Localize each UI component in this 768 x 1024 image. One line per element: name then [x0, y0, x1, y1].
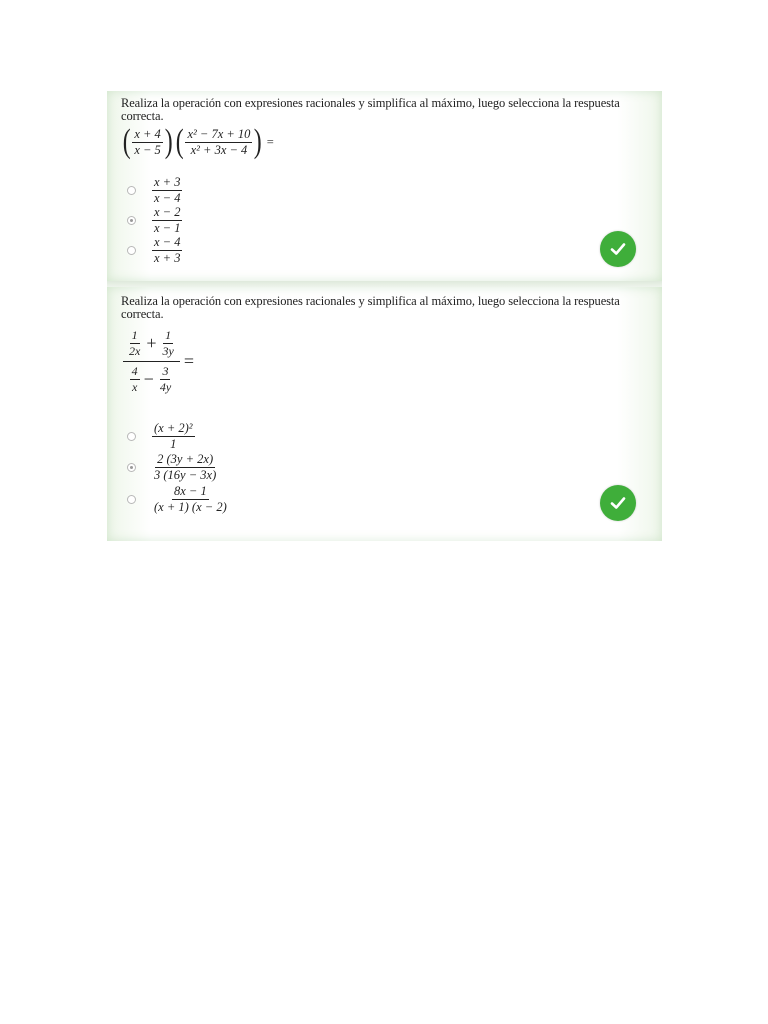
fraction-d: $\frac{3}{4y}$	[159, 364, 172, 394]
fraction-a: $\frac{1}{2x}$	[129, 328, 141, 358]
radio-button[interactable]	[127, 432, 136, 441]
complex-fraction: $\frac{1}{2x}$ + $\frac{1}{3y}$ $\frac{4}{x}$ − $\frac{3}{4y}$	[123, 329, 180, 394]
fraction-c: $\frac{4}{x}$	[131, 364, 138, 394]
checkmark-icon	[600, 485, 636, 521]
question-2-option-2[interactable]	[127, 453, 218, 482]
question-1	[107, 91, 662, 281]
radio-button[interactable]	[127, 186, 136, 195]
question-1-option-1[interactable]	[127, 176, 182, 205]
option-expression: $\frac{\text{(x + 2)²}}{1}$	[154, 421, 193, 451]
option-expression: $\frac{8x - 1}{(x + 1) (x - 2)}$	[154, 484, 227, 514]
question-2	[107, 287, 662, 541]
option-expression: $\frac{x - 4}{x + 3}$	[154, 235, 181, 265]
radio-button-selected[interactable]	[127, 463, 136, 472]
option-expression: $\frac{x - 2}{x - 1}$	[154, 205, 181, 235]
question-2-option-1[interactable]	[127, 422, 195, 451]
fraction-1: $\frac{x + 4}{x - 5}$	[134, 126, 161, 157]
question-2-prompt: Realiza la operación con expresiones racionales y simplifica al máximo, luego selecciona la respuesta correcta.	[121, 294, 620, 321]
quiz-panel	[107, 91, 662, 541]
question-2-expression	[123, 329, 198, 394]
option-expression: $\frac{x + 3}{x - 4}$	[154, 175, 181, 205]
option-expression: $\frac{2 (3y + 2x)}{3 (16y - 3x)}$	[154, 452, 217, 482]
radio-button-selected[interactable]	[127, 216, 136, 225]
equals-sign: =	[266, 134, 274, 149]
equals-sign: =	[183, 351, 194, 371]
question-1-option-3[interactable]	[127, 236, 182, 265]
fraction-b: $\frac{1}{3y}$	[162, 328, 174, 358]
checkmark-icon	[600, 231, 636, 267]
question-1-option-2[interactable]	[127, 206, 182, 235]
radio-button[interactable]	[127, 246, 136, 255]
radio-button[interactable]	[127, 495, 136, 504]
question-2-option-3[interactable]	[127, 485, 229, 514]
question-1-expression: ( $\frac{x + 4}{x - 5}$ ) ( $\frac{\text{x² − 7x + 10}}{\text{x² + 3x − 4}}$ ) =	[122, 123, 274, 160]
fraction-2: $\frac{\text{x² − 7x + 10}}{\text{x² + 3x − 4}}$	[187, 126, 251, 157]
question-1-prompt: Realiza la operación con expresiones racionales y simplifica al máximo, luego selecciona la respuesta correcta.	[121, 96, 620, 123]
